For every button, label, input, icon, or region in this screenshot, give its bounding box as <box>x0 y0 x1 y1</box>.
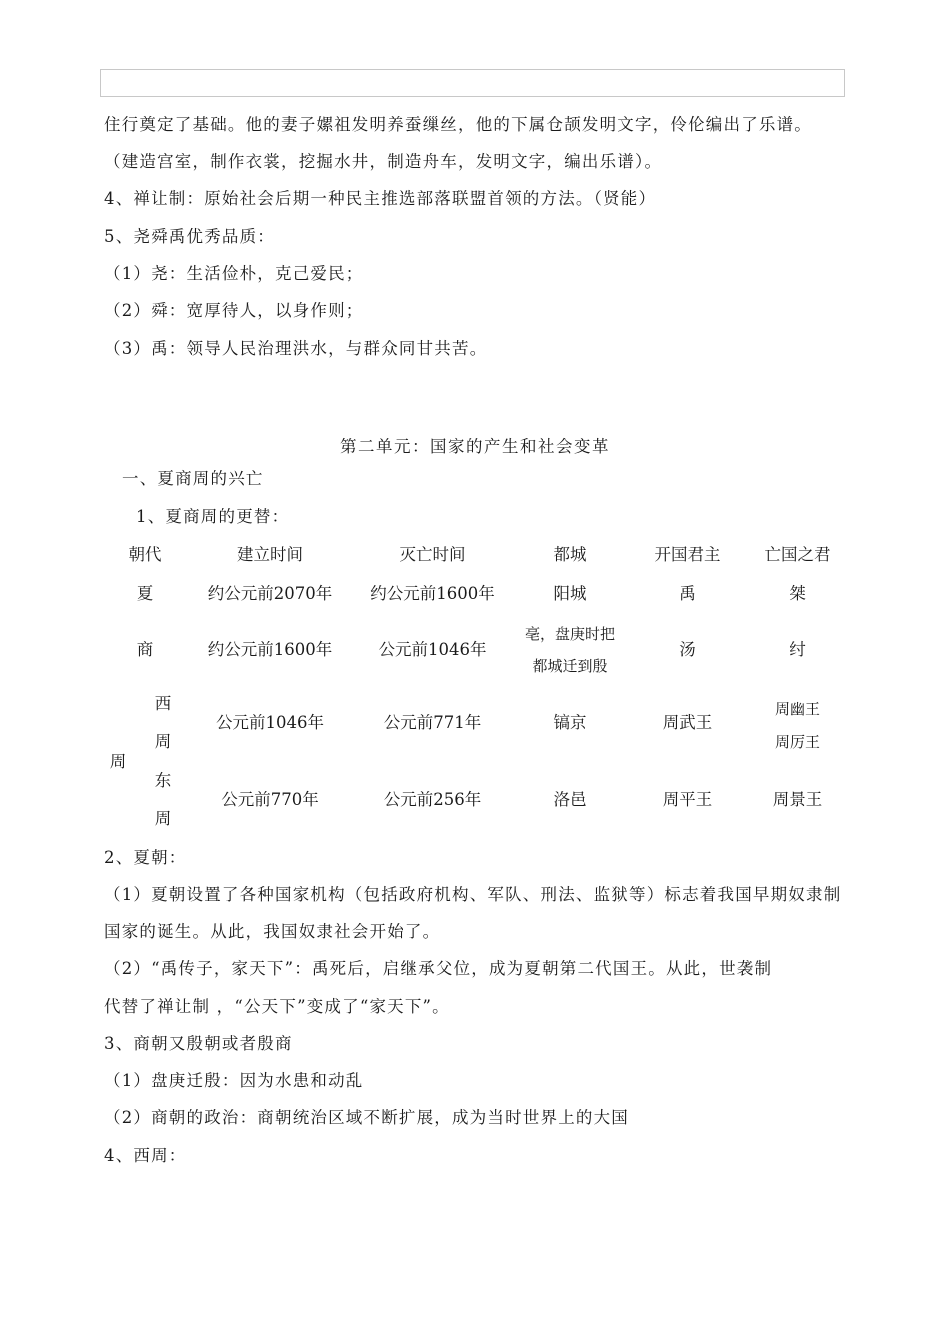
header-box <box>100 69 845 97</box>
table-cell: 镐京 <box>553 713 587 732</box>
text-line: （2）商朝的政治：商朝统治区域不断扩展，成为当时世界上的大国 <box>104 1108 629 1127</box>
table-cell: 西 <box>154 694 172 713</box>
table-cell: 周平王 <box>662 790 713 809</box>
text-line: 代替了禅让制 ，“公天下”变成了“家天下”。 <box>104 997 450 1016</box>
text-line: （1）夏朝设置了各种国家机构（包括政府机构、军队、刑法、监狱等）标志着我国早期奴隶制 <box>104 885 842 904</box>
table-cell: 洛邑 <box>553 790 587 809</box>
table-cell: 周幽王 <box>774 700 820 718</box>
table-cell: 约公元前1600年 <box>370 584 495 603</box>
text-line: 住行奠定了基础。他的妻子嫘祖发明养蚕缫丝，他的下属仓颉发明文字，伶伦编出了乐谱。 <box>104 115 812 134</box>
text-line: 5、尧舜禹优秀品质： <box>104 227 275 246</box>
text-line: 2、夏朝： <box>104 848 187 867</box>
text-line: 4、禅让制：原始社会后期一种民主推选部落联盟首领的方法。（贤能） <box>104 189 657 208</box>
table-cell: 公元前770年 <box>221 790 319 809</box>
table-cell: 阳城 <box>553 584 587 603</box>
table-cell: 周武王 <box>662 713 713 732</box>
table-cell: 周景王 <box>772 790 823 809</box>
table-cell: 汤 <box>679 640 696 659</box>
text-line: （2）舜：宽厚待人，以身作则； <box>104 301 364 320</box>
table-cell: 周 <box>109 752 127 771</box>
table-cell: 公元前1046年 <box>216 713 324 732</box>
table-cell: 亳，盘庚时把 <box>524 625 615 643</box>
table-header: 建立时间 <box>237 545 303 564</box>
table-header: 灭亡时间 <box>399 545 466 564</box>
table-cell: 周厉王 <box>774 733 820 751</box>
text-line: （1）盘庚迁殷：因为水患和动乱 <box>104 1071 364 1090</box>
text-line: （3）禹：领导人民治理洪水，与群众同甘共苦。 <box>104 339 488 358</box>
table-cell: 周 <box>154 809 172 828</box>
text-line: （2）“禹传子，家天下”：禹死后，启继承父位，成为夏朝第二代国王。从此，世袭制 <box>104 959 773 978</box>
table-cell: 公元前1046年 <box>378 640 487 659</box>
table-header: 都城 <box>553 545 587 564</box>
table-cell: 桀 <box>789 584 806 603</box>
text-line: 国家的诞生。从此，我国奴隶社会开始了。 <box>104 922 441 941</box>
table-cell: 周 <box>154 732 172 751</box>
sub-heading: 1、夏商周的更替： <box>136 507 290 526</box>
table-cell: 都城迁到殷 <box>532 657 608 675</box>
text-line: （建造宫室，制作衣裳，挖掘水井，制造舟车，发明文字，编出乐谱）。 <box>104 152 663 171</box>
unit-title: 第二单元：国家的产生和社会变革 <box>340 437 610 456</box>
text-line: 4、西周： <box>104 1146 187 1165</box>
table-header: 开国君主 <box>654 545 721 564</box>
table-cell: 商 <box>136 640 154 659</box>
text-line: （1）尧：生活俭朴，克己爱民； <box>104 264 364 283</box>
text-line: 3、商朝又殷朝或者殷商 <box>104 1034 293 1053</box>
table-header: 亡国之君 <box>764 545 831 564</box>
table-cell: 禹 <box>679 584 696 603</box>
table-cell: 夏 <box>136 584 154 603</box>
section-heading: 一、夏商周的兴亡 <box>122 469 264 488</box>
table-cell: 约公元前1600年 <box>207 640 333 659</box>
table-cell: 公元前771年 <box>383 713 482 732</box>
table-cell: 公元前256年 <box>383 790 482 809</box>
table-cell: 约公元前2070年 <box>207 584 333 603</box>
table-cell: 纣 <box>789 640 806 659</box>
table-header: 朝代 <box>128 545 162 564</box>
table-cell: 东 <box>154 771 172 790</box>
